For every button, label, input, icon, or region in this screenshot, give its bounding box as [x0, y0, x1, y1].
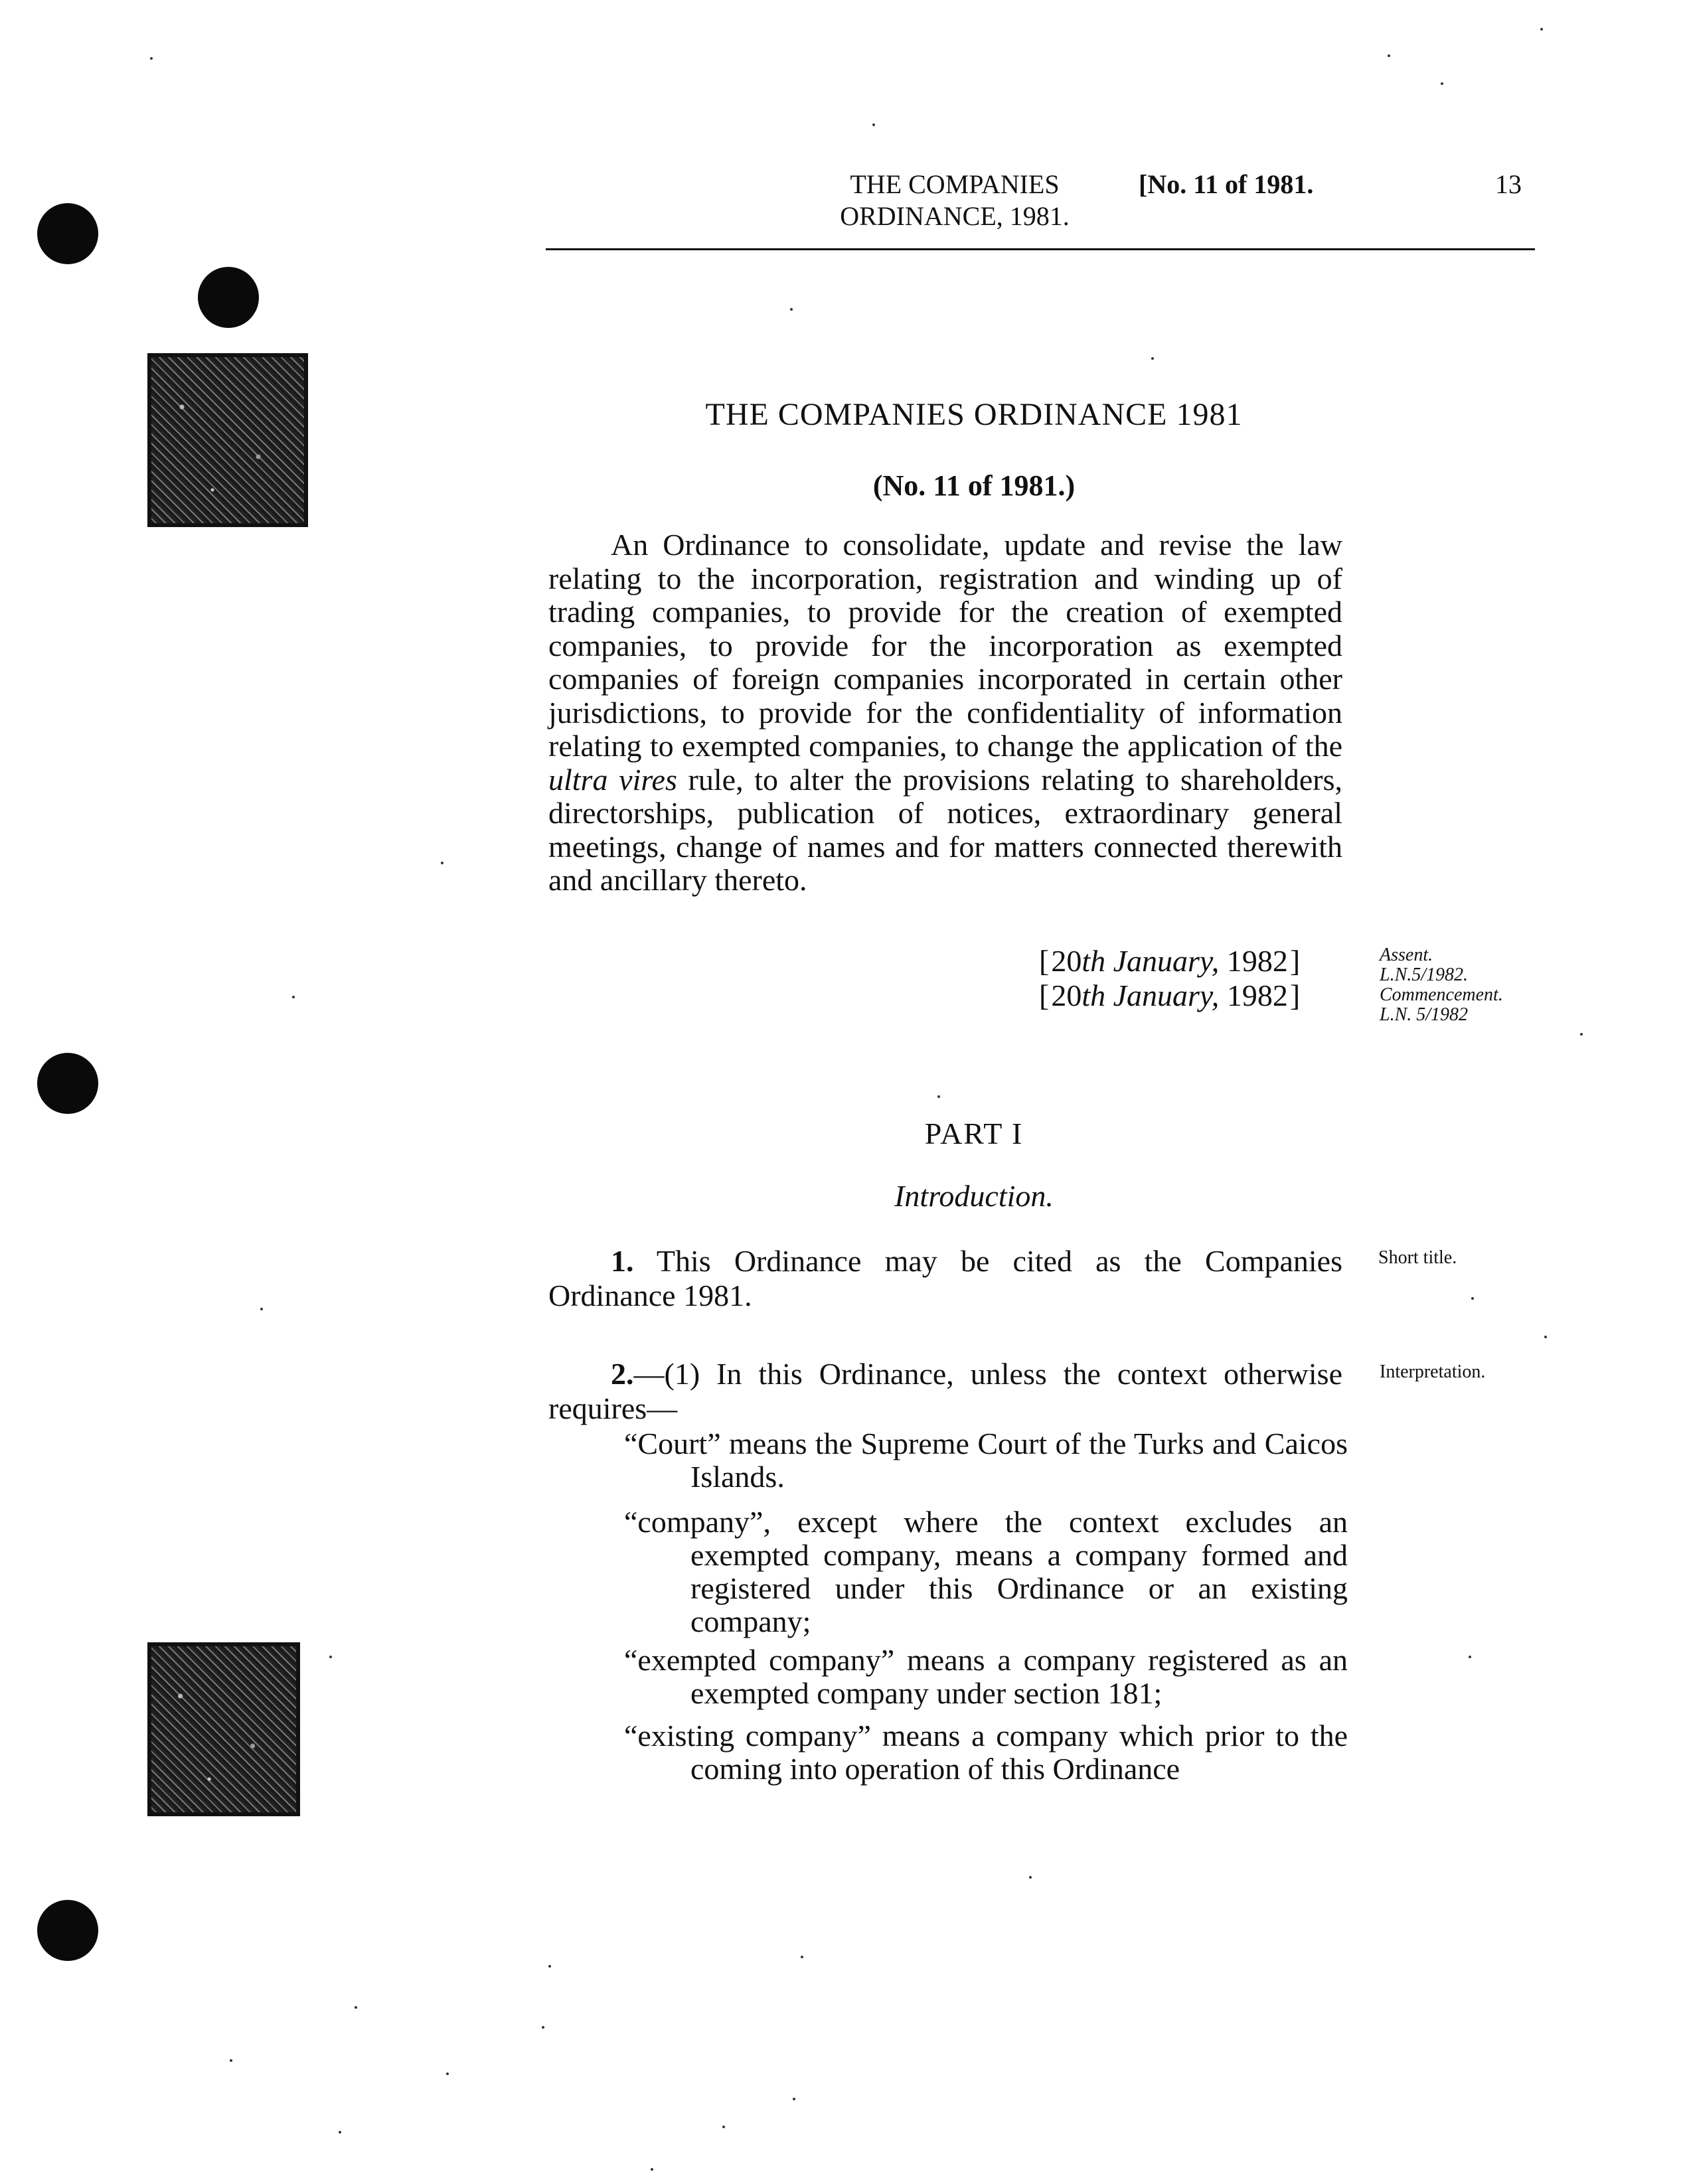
- scan-speck: [150, 57, 153, 60]
- running-header-title: [815, 169, 1094, 232]
- section-1: [548, 1244, 1342, 1313]
- scan-speck: [1544, 1336, 1547, 1338]
- scan-speck: [446, 2072, 449, 2075]
- running-header-line1: THE COMPANIES: [850, 169, 1060, 199]
- punch-hole: [198, 267, 259, 328]
- scan-speck: [793, 2098, 795, 2100]
- dates-block: [1037, 944, 1349, 1013]
- definition-court: “Court” means the Supreme Court of the Turks and Caicos Islands.: [624, 1427, 1348, 1494]
- definition-existing-company: “existing company” means a company which prior to the coming into operation of this Ordinance: [624, 1719, 1348, 1786]
- scan-speck: [1151, 357, 1154, 360]
- scan-speck: [651, 2168, 653, 2171]
- scan-speck: [548, 1965, 551, 1968]
- long-title-text-a: An Ordinance to consolidate, update and revise the law relating to the incorporation, registration and winding up of trading companies, to provide for the creation of exempted companies, to provide for the incorporation as exempted companies of foreign companies incorporated in certain other jurisdictions, to provide for the confidentiality of information relating to exempted companies, to change the application of the: [548, 528, 1342, 763]
- section-1-number: 1.: [611, 1244, 634, 1278]
- scan-speck: [790, 308, 793, 311]
- running-header-number: [No. 11 of 1981.: [1139, 169, 1314, 199]
- margin-commencement-ref: L.N. 5/1982: [1380, 1004, 1469, 1025]
- margin-short-title: Short title.: [1378, 1247, 1457, 1268]
- running-header-line2: ORDINANCE, 1981.: [840, 201, 1070, 231]
- commencement-year: 1982: [1226, 978, 1288, 1012]
- long-title-italic: ultra vires: [548, 762, 677, 797]
- page-number: 13: [1495, 169, 1522, 199]
- scan-speck: [722, 2126, 725, 2128]
- assent-day: 20: [1051, 944, 1082, 978]
- margin-assent-ref: L.N.5/1982.: [1380, 965, 1469, 985]
- scan-speck: [542, 2026, 544, 2029]
- part-heading: PART I: [924, 1117, 1024, 1150]
- scan-speck: [937, 1095, 940, 1098]
- scan-speck: [872, 123, 875, 126]
- ordinance-number: (No. 11 of 1981.): [872, 469, 1076, 502]
- long-title-text-b: rule, to alter the provisions relating to shareholders, directorships, publication of notices, extraordinary general meetings, change of names and for matters connected therewith and ancillary thereto.: [548, 762, 1342, 897]
- margin-assent: Assent.: [1380, 945, 1433, 965]
- definition-company: “company”, except where the context excludes an exempted company, means a company formed and registered under this Ordinance or an existing company;: [624, 1505, 1348, 1638]
- scan-speck: [1471, 1297, 1474, 1300]
- scan-speck: [230, 2059, 232, 2062]
- assent-year: 1982: [1226, 944, 1288, 978]
- definition-exempted-company: “exempted company” means a company registered as an exempted company under section 181;: [624, 1643, 1348, 1710]
- scan-speck: [1029, 1876, 1032, 1879]
- section-2-text: —(1) In this Ordinance, unless the context otherwise requires—: [548, 1357, 1342, 1425]
- scan-speck: [329, 1656, 332, 1658]
- scan-speck: [1540, 28, 1543, 31]
- scan-speck: [355, 2006, 357, 2009]
- margin-interpretation: Interpretation.: [1380, 1362, 1486, 1382]
- margin-note-dates: [1380, 945, 1552, 1025]
- scanned-stamp-image: [147, 1642, 300, 1816]
- margin-commencement: Commencement.: [1380, 984, 1503, 1005]
- assent-month: th January,: [1082, 944, 1220, 978]
- assent-date: [20th January, 1982]: [1039, 944, 1301, 978]
- scan-speck: [339, 2131, 341, 2134]
- commencement-day: 20: [1051, 978, 1082, 1012]
- commencement-date: [20th January, 1982]: [1039, 978, 1301, 1012]
- section-2: [548, 1357, 1342, 1426]
- header-rule: [546, 248, 1535, 250]
- scanned-stamp-image: [147, 353, 308, 527]
- section-1-text: This Ordinance may be cited as the Companies Ordinance 1981.: [548, 1244, 1342, 1312]
- section-2-number: 2.: [611, 1357, 634, 1391]
- punch-hole: [37, 203, 98, 264]
- scan-speck: [1388, 54, 1390, 57]
- long-title-paragraph: [548, 528, 1342, 897]
- scan-speck: [1441, 82, 1443, 85]
- scan-speck: [260, 1308, 263, 1310]
- punch-hole: [37, 1900, 98, 1961]
- scan-speck: [1469, 1656, 1471, 1658]
- punch-hole: [37, 1053, 98, 1114]
- commencement-month: th January,: [1082, 978, 1220, 1012]
- part-subheading: Introduction.: [894, 1179, 1054, 1213]
- scan-speck: [801, 1956, 803, 1958]
- scan-speck: [292, 996, 295, 998]
- scan-speck: [1580, 1033, 1583, 1036]
- scan-speck: [441, 862, 443, 864]
- ordinance-title: THE COMPANIES ORDINANCE 1981: [705, 397, 1243, 432]
